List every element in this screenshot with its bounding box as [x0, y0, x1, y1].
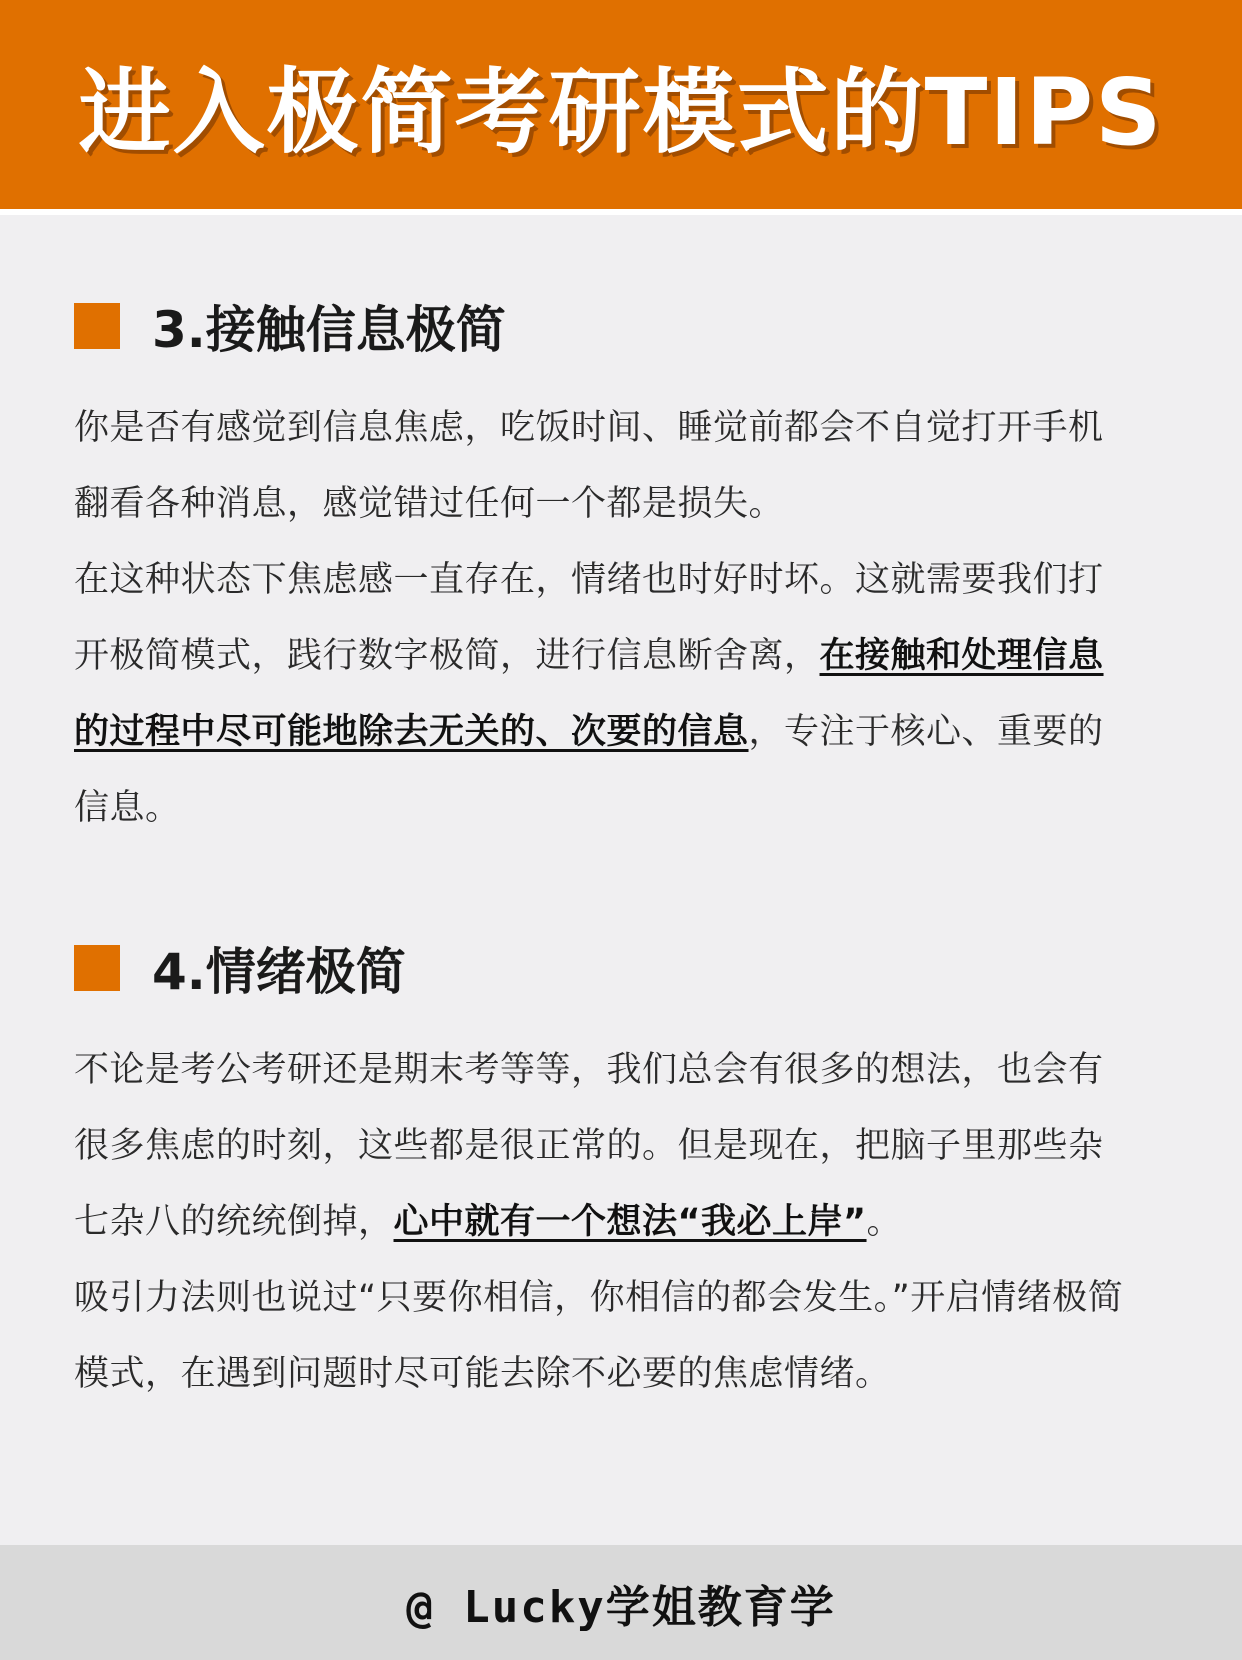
section-title: 3.接触信息极简	[152, 301, 506, 359]
emphasized-text: 在接触和处理信息的过程中尽可能地除去无关的、次要的信息	[74, 636, 1104, 752]
paragraph	[74, 1032, 1138, 1260]
section-title: 4.情绪极简	[152, 943, 406, 1001]
author-handle: @ Lucky学姐教育学	[406, 1581, 836, 1633]
paragraph: 你是否有感觉到信息焦虑，吃饭时间、睡觉前都会不自觉打开手机翻看各种消息，感觉错过任何一个都是损失。	[74, 408, 1104, 524]
title-banner	[0, 0, 1242, 215]
emphasized-text: 心中就有一个想法“我必上岸”	[393, 1202, 867, 1242]
paragraph-text: ，专注于核心、重要的信息。	[74, 712, 1104, 828]
article-content	[74, 290, 1138, 1412]
footer-bar	[0, 1545, 1242, 1660]
paragraph-text: 。	[866, 1202, 903, 1242]
orange-square-icon	[74, 303, 120, 349]
paragraph: 吸引力法则也说过“只要你相信，你相信的都会发生。”开启情绪极简模式，在遇到问题时尽可能去除不必要的焦虑情绪。	[74, 1278, 1124, 1394]
section-heading	[74, 932, 1138, 1004]
paragraph-text: 不论是考公考研还是期末考等等，我们总会有很多的想法，也会有很多焦虑的时刻，这些都是很正常的。但是现在，把脑子里那些杂七杂八的统统倒掉，	[74, 1050, 1104, 1242]
section-emotion-minimalism	[74, 932, 1138, 1412]
section-heading	[74, 290, 1138, 362]
page-title: 进入极简考研模式的TIPS	[78, 58, 1164, 166]
section-information-minimalism	[74, 290, 1138, 846]
paragraph	[74, 542, 1138, 846]
paragraph-text: 在这种状态下焦虑感一直存在，情绪也时好时坏。这就需要我们打开极简模式，践行数字极简，进行信息断舍离，	[74, 560, 1104, 676]
orange-square-icon	[74, 945, 120, 991]
